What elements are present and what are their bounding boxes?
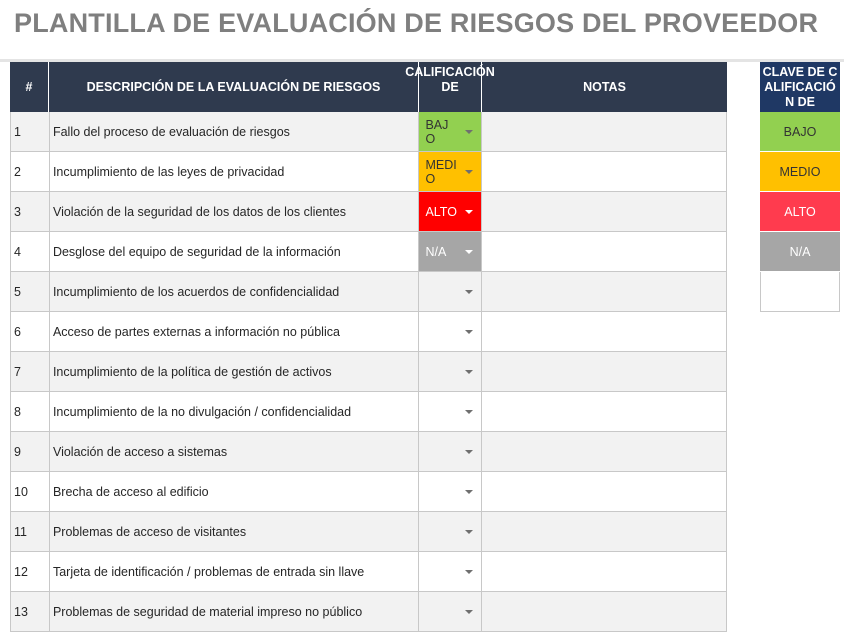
row-number-cell[interactable]: 3 — [11, 192, 50, 231]
rating-key-header[interactable]: CLAVE DE CALIFICACIÓN DE — [760, 62, 840, 112]
table-header-row — [10, 62, 727, 112]
rating-key-bajo[interactable]: BAJO — [760, 112, 840, 152]
risk-description-cell[interactable]: Incumplimiento de los acuerdos de confidencialidad — [50, 272, 419, 311]
table-row — [10, 592, 727, 632]
risk-description-cell[interactable]: Violación de la seguridad de los datos de los clientes — [50, 192, 419, 231]
dropdown-arrow-icon[interactable] — [465, 450, 473, 454]
risk-description-cell[interactable]: Brecha de acceso al edificio — [50, 472, 419, 511]
notes-cell[interactable] — [482, 512, 727, 551]
risk-description-cell[interactable]: Tarjeta de identificación / problemas de entrada sin llave — [50, 552, 419, 591]
rating-key-items — [760, 112, 840, 312]
rating-key-empty[interactable] — [760, 272, 840, 312]
notes-cell[interactable] — [482, 472, 727, 511]
table-row — [10, 112, 727, 152]
rating-key — [760, 62, 840, 312]
notes-cell[interactable] — [482, 192, 727, 231]
risk-description-cell[interactable]: Problemas de acceso de visitantes — [50, 512, 419, 551]
table-row — [10, 192, 727, 232]
rating-value: ALTO — [425, 204, 457, 219]
rating-dropdown[interactable] — [419, 432, 482, 471]
row-number-cell[interactable]: 9 — [11, 432, 50, 471]
header-notes[interactable]: NOTAS — [583, 80, 626, 94]
notes-cell[interactable] — [482, 272, 727, 311]
row-number-cell[interactable]: 10 — [11, 472, 50, 511]
rating-value: N/A — [425, 244, 447, 259]
dropdown-arrow-icon[interactable] — [465, 370, 473, 374]
risk-description-cell[interactable]: Problemas de seguridad de material impreso no público — [50, 592, 419, 631]
row-number-cell[interactable]: 6 — [11, 312, 50, 351]
row-number-cell[interactable]: 13 — [11, 592, 50, 631]
notes-cell[interactable] — [482, 352, 727, 391]
rating-dropdown[interactable] — [419, 272, 482, 311]
notes-cell[interactable] — [482, 432, 727, 471]
table-row — [10, 272, 727, 312]
rating-dropdown[interactable] — [419, 592, 482, 631]
risk-description-cell[interactable]: Acceso de partes externas a información no pública — [50, 312, 419, 351]
rating-dropdown[interactable] — [419, 392, 482, 431]
notes-cell[interactable] — [482, 312, 727, 351]
notes-cell[interactable] — [482, 112, 727, 151]
table-row — [10, 432, 727, 472]
table-row — [10, 312, 727, 352]
row-number-cell[interactable]: 8 — [11, 392, 50, 431]
notes-cell[interactable] — [482, 552, 727, 591]
rating-dropdown[interactable] — [419, 552, 482, 591]
risk-description-cell[interactable]: Violación de acceso a sistemas — [50, 432, 419, 471]
table-row — [10, 552, 727, 592]
rating-dropdown[interactable] — [419, 112, 482, 151]
notes-cell[interactable] — [482, 592, 727, 631]
rating-key-alto[interactable]: ALTO — [760, 192, 840, 232]
rating-dropdown[interactable] — [419, 472, 482, 511]
table-row — [10, 232, 727, 272]
dropdown-arrow-icon[interactable] — [465, 250, 473, 254]
rating-dropdown[interactable] — [419, 512, 482, 551]
dropdown-arrow-icon[interactable] — [465, 570, 473, 574]
row-number-cell[interactable]: 11 — [11, 512, 50, 551]
rating-dropdown[interactable] — [419, 232, 482, 271]
notes-cell[interactable] — [482, 152, 727, 191]
risk-description-cell[interactable]: Incumplimiento de las leyes de privacidad — [50, 152, 419, 191]
rating-dropdown[interactable] — [419, 192, 482, 231]
rating-value: MEDIO — [425, 157, 457, 186]
rating-key-na[interactable]: N/A — [760, 232, 840, 272]
risk-assessment-table — [10, 62, 727, 632]
dropdown-arrow-icon[interactable] — [465, 610, 473, 614]
dropdown-arrow-icon[interactable] — [465, 530, 473, 534]
row-number-cell[interactable]: 7 — [11, 352, 50, 391]
table-row — [10, 392, 727, 432]
risk-description-cell[interactable]: Incumplimiento de la no divulgación / confidencialidad — [50, 392, 419, 431]
dropdown-arrow-icon[interactable] — [465, 130, 473, 134]
dropdown-arrow-icon[interactable] — [465, 170, 473, 174]
header-description[interactable]: DESCRIPCIÓN DE LA EVALUACIÓN DE RIESGOS — [49, 62, 419, 112]
dropdown-arrow-icon[interactable] — [465, 290, 473, 294]
dropdown-arrow-icon[interactable] — [465, 410, 473, 414]
row-number-cell[interactable]: 2 — [11, 152, 50, 191]
risk-description-cell[interactable]: Incumplimiento de la política de gestión de activos — [50, 352, 419, 391]
row-number-cell[interactable]: 1 — [11, 112, 50, 151]
table-body — [10, 112, 727, 632]
rating-key-medio[interactable]: MEDIO — [760, 152, 840, 192]
rating-dropdown[interactable] — [419, 312, 482, 351]
risk-description-cell[interactable]: Desglose del equipo de seguridad de la información — [50, 232, 419, 271]
rating-dropdown[interactable] — [419, 152, 482, 191]
header-number[interactable]: # — [10, 62, 49, 112]
table-row — [10, 352, 727, 392]
dropdown-arrow-icon[interactable] — [465, 490, 473, 494]
dropdown-arrow-icon[interactable] — [465, 330, 473, 334]
rating-value: BAJO — [425, 117, 449, 146]
dropdown-arrow-icon[interactable] — [465, 210, 473, 214]
rating-dropdown[interactable] — [419, 352, 482, 391]
row-number-cell[interactable]: 12 — [11, 552, 50, 591]
table-row — [10, 472, 727, 512]
notes-cell[interactable] — [482, 392, 727, 431]
row-number-cell[interactable]: 5 — [11, 272, 50, 311]
notes-cell[interactable] — [482, 232, 727, 271]
table-row — [10, 512, 727, 552]
row-number-cell[interactable]: 4 — [11, 232, 50, 271]
page-title: PLANTILLA DE EVALUACIÓN DE RIESGOS DEL PROVEEDOR — [14, 8, 819, 38]
risk-description-cell[interactable]: Fallo del proceso de evaluación de riesgos — [50, 112, 419, 151]
header-rating[interactable]: CALIFICACIÓN DE — [419, 62, 482, 112]
table-row — [10, 152, 727, 192]
